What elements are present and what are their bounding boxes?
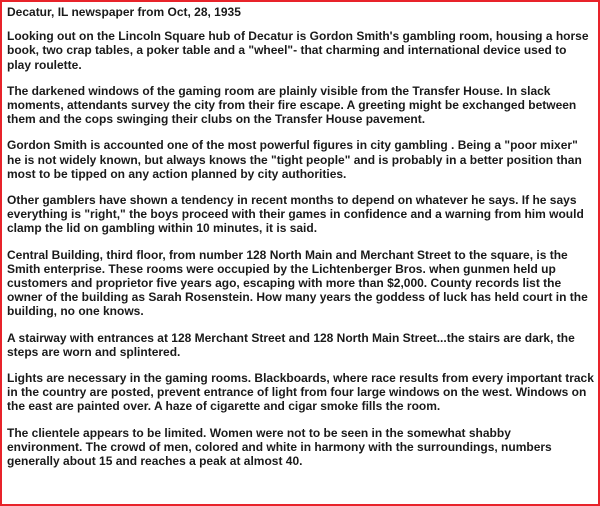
paragraph-gambling-room: Looking out on the Lincoln Square hub of Decatur is Gordon Smith's gambling room, housing a horse book, two crap tables, a poker table and a "wheel"- that charming and international device used to play roulette. [7,29,589,72]
paragraph-clientele: The clientele appears to be limited. Women were not to be seen in the somewhat shabby environment. The crowd of men, colored and white in harmony with the surroundings, numbers generally about 15 and reaches a peak at almost 40. [7,425,552,469]
paragraph-central-building: Central Building, third floor, from number 128 North Main and Merchant Street to the square, is the Smith enterprise. These rooms were occupied by the Lichtenberger Bros. when gunmen held up customers and proprietor five years ago, escaping with more than $2,000. County records list the owner of the building as Sarah Rosenstein. How many years the goddess of luck has held court in the building, no one knows. [7,247,588,319]
paragraph-windows: The darkened windows of the gaming room are plainly visible from the Transfer House. In slack moments, attendants survey the city from their fire escape. A greeting might be exchanged between them and the cops swinging their clubs on the Transfer House pavement. [7,83,577,127]
article-title: Decatur, IL newspaper from Oct, 28, 1935 [7,5,241,19]
paragraph-stairway: A stairway with entrances at 128 Merchant Street and 128 North Main Street...the stairs are dark, the steps are worn and splintered. [7,330,575,359]
paragraph-other-gamblers: Other gamblers have shown a tendency in recent months to depend on whatever he says. If he says everything is "right," the boys proceed with their games in confidence and a warning from him would clamp the lid on gambling within 10 minutes, it is said. [7,193,584,236]
article-body [7,5,595,468]
paragraph-lights: Lights are necessary in the gaming rooms. Blackboards, where race results from every important track in the country are posted, prevent entrance of light from four large windows on the west. Windows on the east are painted over. A haze of cigarette and cigar smoke fills the room. [7,371,594,414]
paragraph-gordon-smith: Gordon Smith is accounted one of the most powerful figures in city gambling . Being a "poor mixer" he is not widely known, but always knows the "tight people" and is probably in a better position than most to be tipped on any action planned by city authorities. [7,138,582,181]
